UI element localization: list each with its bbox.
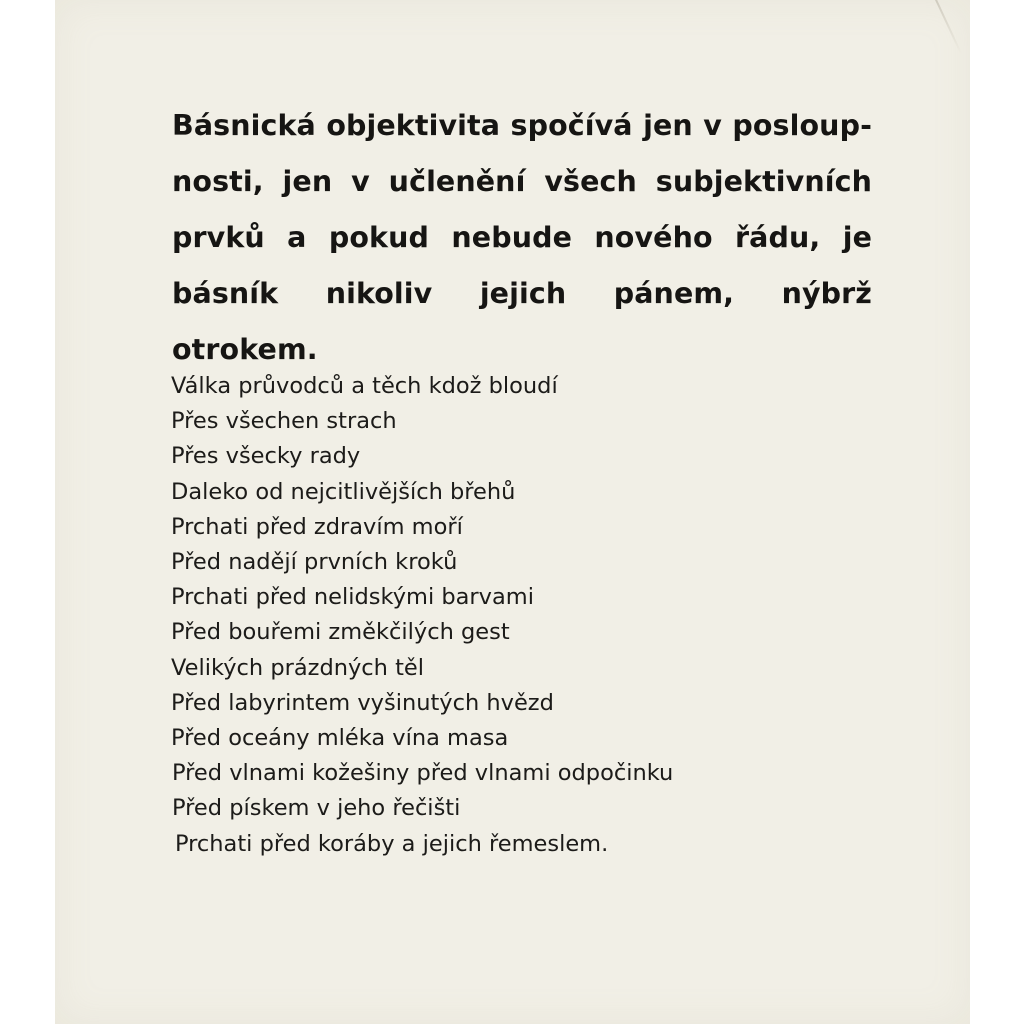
poem-line: Před pískem v jeho řečišti [172, 795, 461, 822]
paper-crease [935, 0, 962, 54]
poem-line: Před labyrintem vyšinutých hvězd [171, 689, 554, 716]
poem-line: Před oceány mléka vína masa [171, 725, 509, 752]
poem-line: Daleko od nejcitlivějších břehů [171, 478, 516, 505]
poem-line: Před nadějí prvních kroků [171, 549, 458, 576]
poem-line: Před vlnami kožešiny před vlnami odpočinku [172, 760, 674, 787]
poem-line: Před bouřemi změkčilých gest [171, 619, 510, 646]
poem-line: Prchati před nelidskými barvami [171, 584, 534, 611]
poem-line: Válka průvodců a těch kdož bloudí [171, 373, 558, 399]
epigraph-line: básník nikoliv jejich pánem, nýbrž otrokem. [172, 277, 872, 366]
epigraph-line: prvků a pokud nebude nového řádu, je [172, 221, 872, 254]
poem-line: Prchati před zdravím moří [171, 513, 463, 540]
epigraph-paragraph [172, 98, 872, 378]
poem-line: Velikých prázdných těl [171, 654, 425, 681]
poem-line: Přes všechen strach [171, 408, 397, 435]
poem-stanza [171, 369, 673, 862]
poem-line: Přes všecky rady [171, 443, 361, 470]
epigraph-line: nosti, jen v učlenění všech subjektivních [172, 165, 872, 198]
epigraph-line: Básnická objektivita spočívá jen v posloup- [172, 109, 872, 142]
poem-line: Prchati před koráby a jejich řemeslem. [175, 830, 609, 857]
